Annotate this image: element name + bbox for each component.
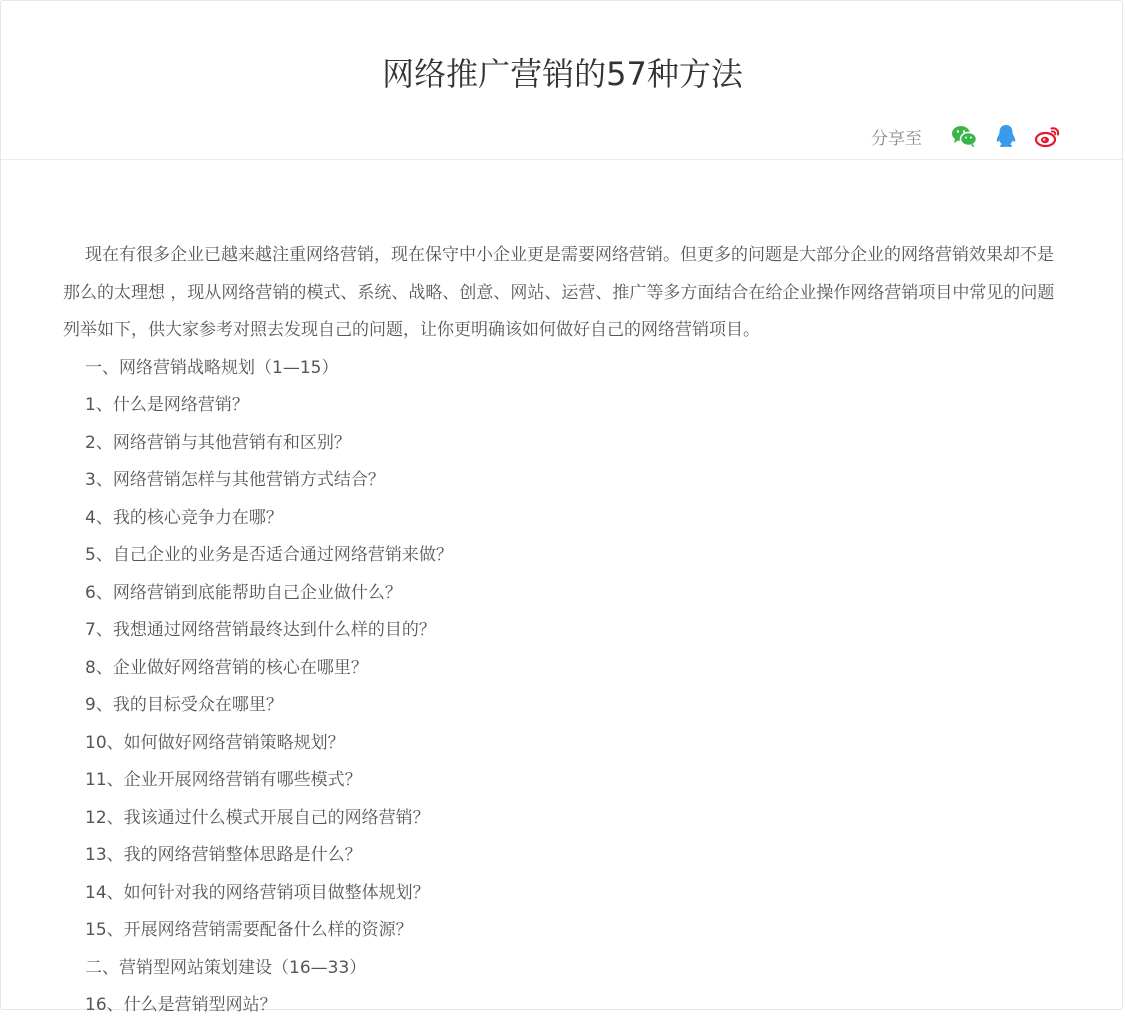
article-body [63,237,1063,1025]
article-header [1,1,1124,160]
list-item: 13、我的网络营销整体思路是什么？ [85,845,362,865]
qq-icon[interactable] [992,122,1020,150]
list-item: 15、开展网络营销需要配备什么样的资源？ [85,920,413,940]
list-item: 10、如何做好网络营销策略规划？ [85,732,345,753]
list-item: 7、我想通过网络营销最终达到什么样的目的？ [85,620,436,640]
wechat-icon[interactable] [950,122,978,150]
list-item: 9、我的目标受众在哪里？ [85,695,283,715]
list-item: 2、网络营销与其他营销有和区别？ [85,432,351,453]
list-item: 6、网络营销到底能帮助自己企业做什么？ [85,582,402,603]
share-bar [871,121,1062,151]
list-item: 12、我该通过什么模式开展自己的网络营销？ [85,807,430,828]
list-item: 8、企业做好网络营销的核心在哪里？ [85,657,368,678]
list-item: 1、什么是网络营销？ [85,395,249,415]
list-item: 11、企业开展网络营销有哪些模式？ [85,770,362,790]
list-item: 一、网络营销战略规划（1—15） [85,357,339,378]
list-item: 14、如何针对我的网络营销项目做整体规划？ [85,882,430,903]
weibo-icon[interactable] [1034,122,1062,150]
list-item: 4、我的核心竞争力在哪？ [85,507,283,528]
list-item: 16、什么是营销型网站？ [85,995,277,1015]
page-title: 网络推广营销的57种方法 [382,55,743,93]
list-item: 5、自己企业的业务是否适合通过网络营销来做？ [85,545,453,565]
list-item: 二、营销型网站策划建设（16—33） [85,957,367,978]
intro-paragraph: 现在有很多企业已越来越注重网络营销，现在保守中小企业更是需要网络营销。但更多的问题是大部分企业的网络营销效果却不是那么的太理想 ，现从网络营销的模式、系统、战略、创意、网站、运营、推广等多方面结合在给企业操作网络营销项目中常见的问题列举如下，供大家参考对照去发现自己的问题，让你更明确该如何做好自己的网络营销项目。 [63,245,1055,340]
share-label: 分享至 [871,128,922,149]
list-item: 3、网络营销怎样与其他营销方式结合？ [85,470,385,490]
